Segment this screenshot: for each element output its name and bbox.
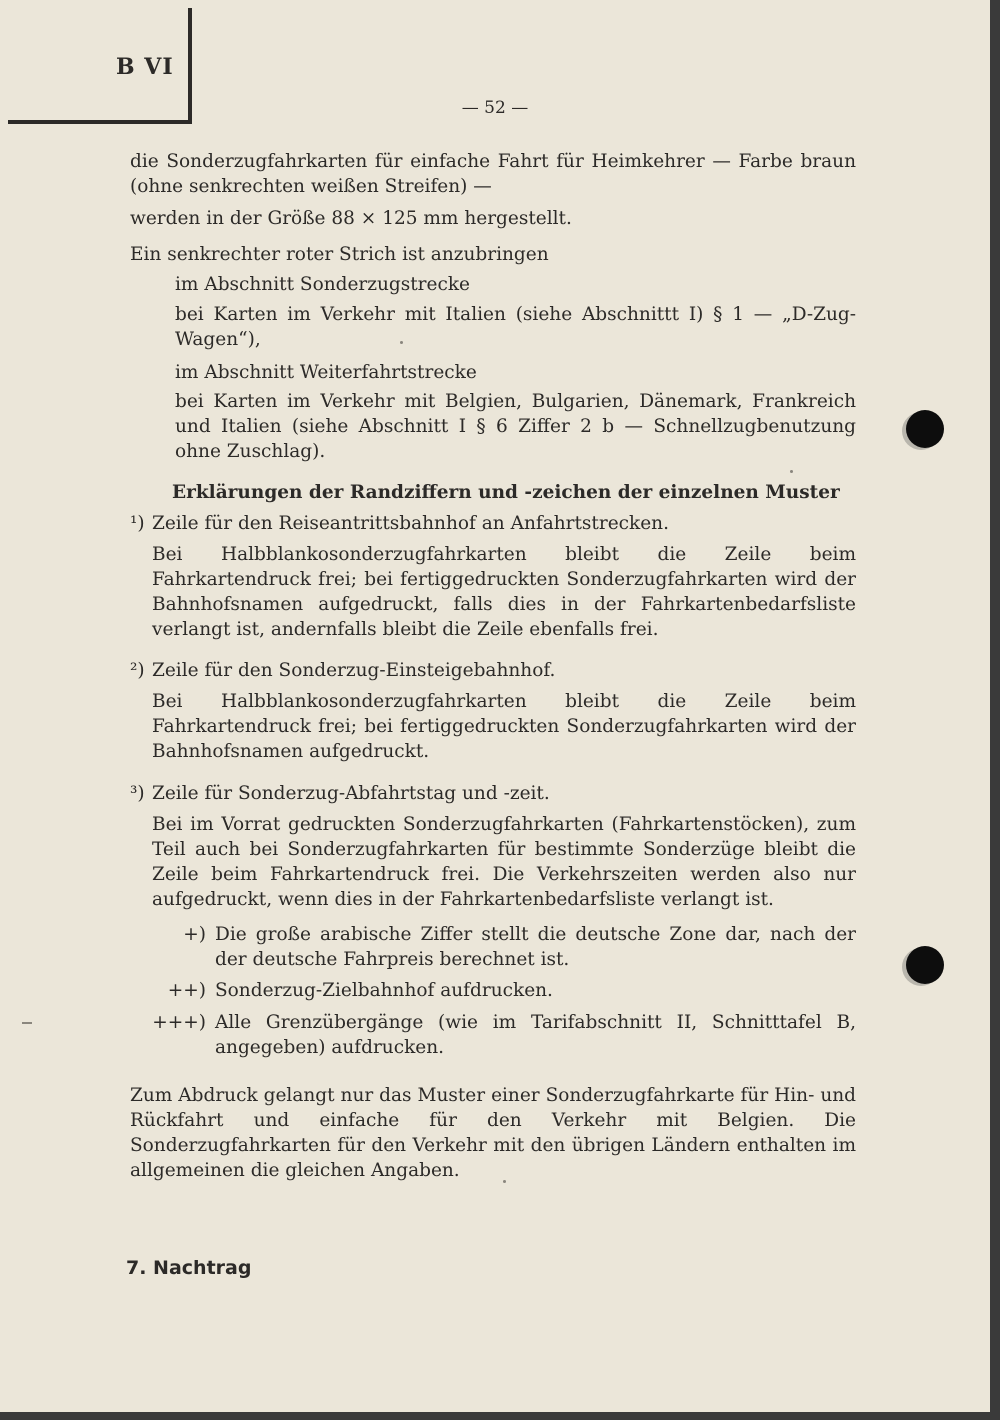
explanations-heading: Erklärungen der Randziffern und -zeichen der einzelnen Muster — [172, 482, 840, 503]
note-3-marker: ³) — [130, 783, 145, 804]
closing-paragraph: Zum Abdruck gelangt nur das Muster einer Sonderzugfahrkarte für Hin- und Rückfahrt und einfache für den Verkehr mit Belgien. Die Sonderzugfahrkarten für den Verkehr mit den übrigen Ländern enthalten im allgemeinen die gleichen Angaben. — [130, 1085, 856, 1181]
note-1-title: Zeile für den Reiseantrittsbahnhof an Anfahrtstrecken. — [152, 513, 669, 534]
symbol-2-marker: ++) — [167, 980, 206, 1001]
symbol-3-marker: +++) — [152, 1012, 206, 1033]
scan-speck — [400, 341, 403, 344]
symbol-1-marker: +) — [183, 924, 206, 945]
stroke-rule-item2-text: bei Karten im Verkehr mit Belgien, Bulgarien, Dänemark, Frankreich und Italien (siehe Abschnitt I § 6 Ziffer 2 b — Schnellzugbenutzung ohne Zuschlag). — [175, 391, 856, 462]
note-2-body: Bei Halbblankosonderzugfahrkarten bleibt die Zeile beim Fahrkartendruck frei; bei fertiggedruckten Sonderzugfahrkarten wird der Bahnhofsnamen aufgedruckt. — [152, 691, 856, 762]
intro-paragraph: die Sonderzugfahrkarten für einfache Fahrt für Heimkehrer — Farbe braun (ohne senkrechten weißen Streifen) — — [130, 151, 856, 197]
stroke-rule-lead: Ein senkrechter roter Strich ist anzubringen — [130, 244, 549, 265]
note-3-title: Zeile für Sonderzug-Abfahrtstag und -zeit. — [152, 783, 550, 804]
note-1-body: Bei Halbblankosonderzugfahrkarten bleibt die Zeile beim Fahrkartendruck frei; bei fertiggedruckten Sonderzugfahrkarten wird der Bahnhofsnamen aufgedruckt, falls dies in der Fahrkartenbedarfsliste verlangt ist, andernfalls bleibt die Zeile ebenfalls frei. — [152, 544, 856, 640]
stroke-rule-item2-title: im Abschnitt Weiterfahrtstrecke — [175, 362, 477, 383]
note-2-title: Zeile für den Sonderzug-Einsteigebahnhof. — [152, 660, 556, 681]
note-2-marker: ²) — [130, 660, 145, 681]
symbol-1-text: Die große arabische Ziffer stellt die deutsche Zone dar, nach der der deutsche Fahrpreis berechnet ist. — [215, 924, 856, 970]
section-label: B VI — [116, 54, 174, 80]
stroke-rule-item1-text: bei Karten im Verkehr mit Italien (siehe Abschnittt I) § 1 — „D-Zug-Wagen“), — [175, 304, 856, 350]
page-number: — 52 — — [461, 98, 529, 118]
scan-speck — [22, 1022, 32, 1024]
supplement-label: 7. Nachtrag — [126, 1257, 252, 1279]
note-1-marker: ¹) — [130, 513, 145, 534]
stroke-rule-item1-title: im Abschnitt Sonderzugstrecke — [175, 274, 470, 295]
punch-hole-bottom — [906, 946, 944, 984]
symbol-2-text: Sonderzug-Zielbahnhof aufdrucken. — [215, 980, 553, 1001]
punch-hole-top — [906, 410, 944, 448]
symbol-3-text: Alle Grenzübergänge (wie im Tarifabschnitt II, Schnitttafel B, angegeben) aufdrucken. — [215, 1012, 856, 1058]
scan-edge-bottom — [0, 1412, 1000, 1420]
intro-size-line: werden in der Größe 88 × 125 mm hergestellt. — [130, 208, 572, 229]
note-3-body: Bei im Vorrat gedruckten Sonderzugfahrkarten (Fahrkartenstöcken), zum Teil auch bei Sonderzugfahrkarten für bestimmte Sonderzüge bleibt die Zeile beim Fahrkartendruck frei. Die Verkehrszeiten werden also nur aufgedruckt, wenn dies in der Fahrkartenbedarfsliste verlangt ist. — [152, 814, 856, 910]
scan-speck — [503, 1180, 506, 1183]
scan-edge-right — [990, 0, 1000, 1420]
scan-speck — [790, 470, 793, 473]
